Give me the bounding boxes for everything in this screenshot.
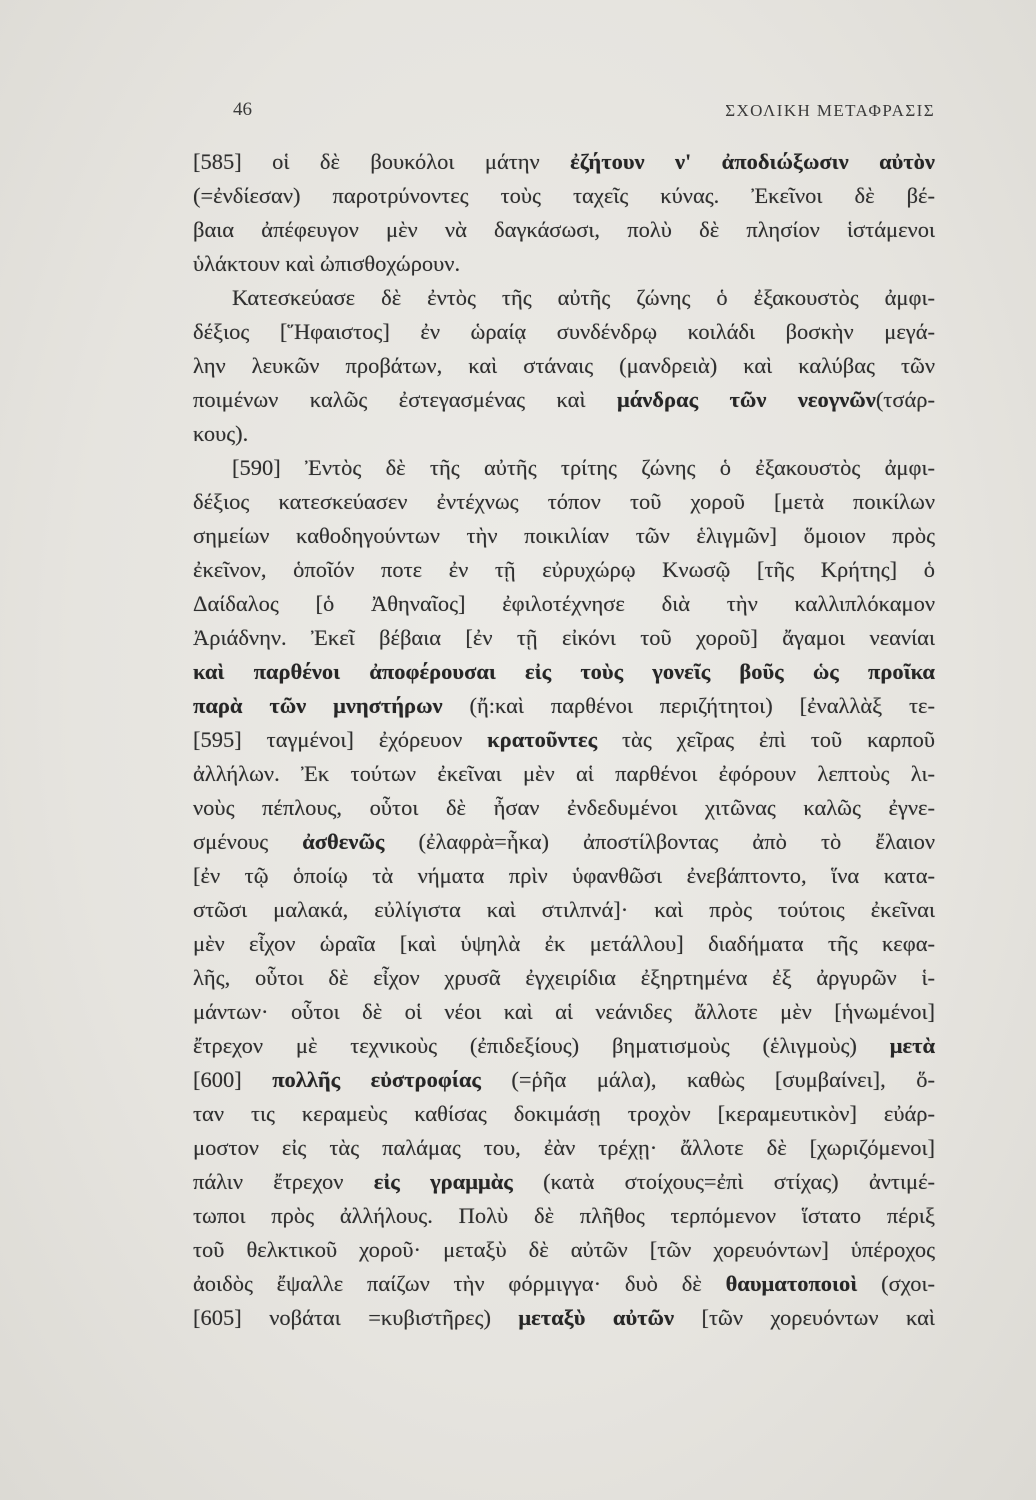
text-line-content: [193, 1063, 935, 1097]
text-line: [193, 723, 935, 757]
emphasis-run: καὶ παρθένοι ἀποφέρουσαι εἰς τοὺς γονεῖς βοῦς ὡς προῖκα: [193, 659, 935, 684]
text-line-content: [193, 723, 935, 757]
text-run: τοῦ θελκτικοῦ χοροῦ· μεταξὺ δὲ αὐτῶν [τῶν χορευόντων] ὑπέροχος: [193, 1237, 935, 1262]
text-line: [193, 1233, 935, 1267]
text-run: δέξιος [Ἥφαιστος] ἐν ὡραίᾳ συνδένδρῳ κοιλάδι βοσκὴν μεγά-: [193, 319, 935, 344]
text-line-content: [193, 825, 935, 859]
text-line: [193, 859, 935, 893]
text-run: ἀοιδὸς ἔψαλλε παίζων τὴν φόρμιγγα· δυὸ δὲ: [193, 1271, 726, 1296]
text-run: (=ἐνδίεσαν) παροτρύνοντες τοὺς ταχεῖς κύνας. Ἐκεῖνοι δὲ βέ-: [193, 183, 935, 208]
text-line-content: [193, 1267, 935, 1301]
text-line: [193, 383, 935, 417]
text-line-content: [193, 1199, 935, 1233]
text-line: [193, 553, 935, 587]
text-line: [193, 1131, 935, 1165]
text-line-content: [193, 757, 935, 791]
text-line: [193, 417, 935, 451]
emphasis-run: μεταξὺ αὐτῶν: [518, 1305, 675, 1330]
text-line-content: [232, 281, 935, 315]
text-line-content: [193, 1029, 935, 1063]
text-line-content: [193, 621, 935, 655]
text-line-content: [193, 655, 935, 689]
text-run: Ἀριάδνην. Ἐκεῖ βέβαια [ἐν τῇ εἰκόνι τοῦ χοροῦ] ἄγαμοι νεανίαι: [193, 625, 935, 650]
paragraph-pasture: [193, 281, 935, 451]
text-run: [600]: [193, 1067, 273, 1092]
text-line-content: [193, 859, 935, 893]
text-line: [193, 757, 935, 791]
text-line: [193, 1097, 935, 1131]
emphasis-run: εἰς γραμμὰς: [373, 1169, 513, 1194]
text-line-content: [193, 247, 460, 281]
body-text: [193, 145, 935, 1335]
text-run: (ἤ:καὶ παρθένοι περιζήτητοι) [ἐναλλὰξ τε-: [442, 693, 935, 718]
text-line: [193, 451, 935, 485]
text-line-content: [193, 553, 935, 587]
text-line: [193, 213, 935, 247]
text-line-content: [193, 519, 935, 553]
text-run: πάλιν ἔτρεχον: [193, 1169, 374, 1194]
text-run: ποιμένων καλῶς ἐστεγασμένας καὶ: [193, 387, 617, 412]
paragraph-continued: [193, 145, 935, 281]
text-line: [193, 247, 935, 281]
text-line: [193, 519, 935, 553]
text-run: (=ῥῆα μάλα), καθὼς [συμβαίνει], ὅ-: [480, 1067, 935, 1092]
text-line: [193, 1165, 935, 1199]
emphasis-run: πολλῆς εὐστροφίας: [272, 1067, 481, 1092]
emphasis-run: παρὰ τῶν μνηστήρων: [193, 693, 443, 718]
text-line-content: [193, 349, 935, 383]
page-number: 46: [233, 99, 252, 120]
text-line: [193, 961, 935, 995]
text-line: [193, 825, 935, 859]
text-line: [193, 145, 935, 179]
text-line: [193, 995, 935, 1029]
text-run: [585] οἱ δὲ βουκόλοι μάτην: [193, 149, 571, 174]
text-line-content: [193, 791, 935, 825]
text-run: στῶσι μαλακά, εὐλίγιστα καὶ στιλπνά]· καὶ πρὸς τούτοις ἐκεῖναι: [193, 897, 935, 922]
text-run: (κατὰ στοίχους=ἐπὶ στίχας) ἀντιμέ-: [512, 1169, 936, 1194]
text-run: (σχοι-: [857, 1271, 935, 1296]
emphasis-run: μετὰ: [889, 1033, 935, 1058]
text-run: ἀλλήλων. Ἐκ τούτων ἐκεῖναι μὲν αἱ παρθένοι ἐφόρουν λεπτοὺς λι-: [193, 761, 935, 786]
text-line-content: [193, 927, 935, 961]
text-run: μάντων· οὗτοι δὲ οἱ νέοι καὶ αἱ νεάνιδες ἄλλοτε μὲν [ἡνωμένοι]: [193, 999, 935, 1024]
text-line-content: [193, 587, 935, 621]
text-run: λην λευκῶν προβάτων, καὶ στάναις (μανδρειὰ) καὶ καλύβας τῶν: [193, 353, 935, 378]
text-line-content: [193, 1165, 935, 1199]
emphasis-run: ἐζήτουν ν' ἀποδιώξωσιν αὐτὸν: [570, 149, 935, 174]
text-run: [ἐν τῷ ὁποίῳ τὰ νήματα πρὶν ὑφανθῶσι ἐνεβάπτοντο, ἵνα κατα-: [193, 863, 935, 888]
text-run: βαια ἀπέφευγον μὲν νὰ δαγκάσωσι, πολὺ δὲ πλησίον ἱστάμενοι: [193, 217, 935, 242]
text-line-content: [193, 1131, 935, 1165]
text-run: [τῶν χορευόντων καὶ: [674, 1305, 935, 1330]
text-line-content: [193, 1301, 935, 1335]
text-line: [193, 1199, 935, 1233]
emphasis-run: κρατοῦντες: [487, 727, 598, 752]
text-line-content: [193, 689, 935, 723]
text-run: Δαίδαλος [ὁ Ἀθηναῖος] ἐφιλοτέχνησε διὰ τὴν καλλιπλόκαμον: [193, 591, 935, 616]
text-run: σημείων καθοδηγούντων τὴν ποικιλίαν τῶν ἑλιγμῶν] ὅμοιον πρὸς: [193, 523, 935, 548]
text-line: [193, 1267, 935, 1301]
text-run: μοστον εἰς τὰς παλάμας του, ἐὰν τρέχῃ· ἄλλοτε δὲ [χωριζόμενοι]: [193, 1135, 935, 1160]
paragraph-dance: [193, 451, 935, 1335]
text-line: [193, 315, 935, 349]
text-line: [193, 1029, 935, 1063]
text-run: [595] ταγμένοι] ἐχόρευον: [193, 727, 488, 752]
text-line: [193, 927, 935, 961]
text-line: [193, 791, 935, 825]
text-run: (τσάρ-: [875, 387, 935, 412]
text-run: ταν τις κεραμεὺς καθίσας δοκιμάσῃ τροχὸν [κεραμευτικὸν] εὐάρ-: [193, 1101, 935, 1126]
text-line-content: [193, 1233, 935, 1267]
text-line-content: [193, 995, 935, 1029]
text-line-content: [232, 451, 935, 485]
text-line-content: [193, 179, 935, 213]
text-line: [193, 485, 935, 519]
text-line-content: [193, 383, 935, 417]
text-line: [193, 1301, 935, 1335]
text-run: τωποι πρὸς ἀλλήλους. Πολὺ δὲ πλῆθος τερπόμενον ἵστατο πέριξ: [193, 1203, 935, 1228]
text-run: ἐκεῖνον, ὁποῖόν ποτε ἐν τῇ εὐρυχώρῳ Κνωσῷ [τῆς Κρήτης] ὁ: [193, 557, 935, 582]
text-run: λῆς, οὗτοι δὲ εἶχον χρυσᾶ ἐγχειρίδια ἐξηρτημένα ἐξ ἀργυρῶν ἱ-: [193, 965, 935, 990]
text-line: [193, 281, 935, 315]
text-line-content: [193, 213, 935, 247]
text-line: [193, 587, 935, 621]
text-run: τὰς χεῖρας ἐπὶ τοῦ καρποῦ: [597, 727, 935, 752]
text-line: [193, 893, 935, 927]
text-run: μὲν εἶχον ὡραῖα [καὶ ὑψηλὰ ἐκ μετάλλου] διαδήματα τῆς κεφα-: [193, 931, 935, 956]
text-line-content: [193, 485, 935, 519]
text-run: σμένους: [193, 829, 303, 854]
text-line-content: [193, 145, 935, 179]
text-line-content: [193, 417, 248, 451]
emphasis-run: μάνδρας τῶν νεογνῶν: [616, 387, 876, 412]
text-run: [590] Ἐντὸς δὲ τῆς αὐτῆς τρίτης ζώνης ὁ ἐξακουστὸς ἀμφι-: [232, 455, 935, 480]
text-run: (ἐλαφρὰ=ἧκα) ἀποστίλβοντας ἀπὸ τὸ ἔλαιον: [384, 829, 935, 854]
text-line: [193, 621, 935, 655]
text-run: [605] νοβάται =κυβιστῆρες): [193, 1305, 519, 1330]
text-run: ἔτρεχον μὲ τεχνικοὺς (ἐπιδεξίους) βηματισμοὺς (ἑλιγμοὺς): [193, 1033, 890, 1058]
text-line: [193, 1063, 935, 1097]
text-run: Κατεσκεύασε δὲ ἐντὸς τῆς αὐτῆς ζώνης ὁ ἐξακουστὸς ἀμφι-: [232, 285, 935, 310]
text-line-content: [193, 1097, 935, 1131]
emphasis-run: θαυματοποιοὶ: [725, 1271, 858, 1296]
emphasis-run: ἀσθενῶς: [302, 829, 385, 854]
text-line-content: [193, 893, 935, 927]
text-line: [193, 655, 935, 689]
text-run: νοὺς πέπλους, οὗτοι δὲ ἦσαν ἐνδεδυμένοι χιτῶνας καλῶς ἐγνε-: [193, 795, 935, 820]
text-run: κους).: [193, 421, 249, 446]
text-line: [193, 349, 935, 383]
text-line-content: [193, 961, 935, 995]
text-run: ὑλάκτουν καὶ ὠπισθοχώρουν.: [193, 251, 461, 276]
text-line: [193, 689, 935, 723]
running-title: ΣΧΟΛΙΚΗ ΜΕΤΑΦΡΑΣΙΣ: [725, 101, 935, 120]
text-line-content: [193, 315, 935, 349]
text-run: δέξιος κατεσκεύασεν ἐντέχνως τόπον τοῦ χοροῦ [μετὰ ποικίλων: [193, 489, 935, 514]
text-line: [193, 179, 935, 213]
